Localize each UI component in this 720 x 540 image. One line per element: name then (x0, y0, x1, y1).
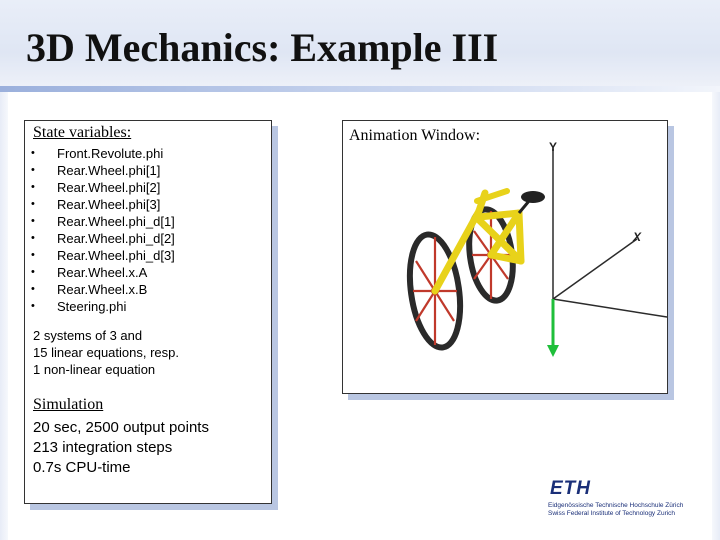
eth-logo-mark: ETH (550, 478, 591, 499)
summary-line: 1 non-linear equation (33, 362, 156, 377)
state-variables-heading: State variables: (33, 124, 132, 141)
list-item (31, 247, 175, 264)
state-variable: Rear.Wheel.x.A (57, 265, 148, 280)
state-variable: Rear.Wheel.phi[2] (57, 180, 161, 195)
list-item (31, 162, 175, 179)
z-axis-line (553, 299, 667, 317)
seat (521, 191, 545, 203)
left-margin-gradient (0, 92, 8, 540)
state-variable: Rear.Wheel.phi_d[1] (57, 214, 175, 229)
bullet: • (31, 215, 35, 227)
slide-title: 3D Mechanics: Example III (26, 25, 499, 70)
list-item (31, 298, 175, 315)
state-variables-panel (24, 120, 272, 504)
y-axis-arrow (547, 345, 559, 357)
state-variable-list (31, 145, 175, 315)
list-item (31, 213, 175, 230)
state-variable: Front.Revolute.phi (57, 146, 164, 161)
bullet: • (31, 232, 35, 244)
simulation-details (33, 418, 209, 478)
simulation-line: 213 integration steps (33, 439, 173, 456)
animation-window-heading: Animation Window: (349, 127, 481, 144)
y-axis-label: Y (549, 140, 558, 154)
simulation-line: 20 sec, 2500 output points (33, 419, 209, 436)
bullet: • (31, 266, 35, 278)
eth-logo (548, 478, 688, 518)
state-variable: Rear.Wheel.phi_d[3] (57, 248, 175, 263)
simulation-heading: Simulation (33, 396, 104, 413)
right-margin-gradient (712, 92, 720, 540)
seat-tube (519, 213, 521, 261)
x-axis-label: X (633, 230, 642, 244)
state-variable: Rear.Wheel.x.B (57, 282, 148, 297)
list-item (31, 179, 175, 196)
list-item (31, 264, 175, 281)
bullet: • (31, 164, 35, 176)
seat-post (519, 201, 529, 213)
x-axis-line (553, 239, 637, 299)
state-variable: Rear.Wheel.phi_d[2] (57, 231, 175, 246)
bullet: • (31, 283, 35, 295)
animation-window (342, 120, 668, 394)
list-item (31, 145, 175, 162)
summary-line: 2 systems of 3 and (33, 328, 143, 343)
state-variable: Rear.Wheel.phi[1] (57, 163, 161, 178)
equation-summary (33, 327, 179, 378)
bullet: • (31, 249, 35, 261)
top-tube (479, 213, 519, 217)
state-variable: Rear.Wheel.phi[3] (57, 197, 161, 212)
eth-logo-line-1: Eidgenössische Technische Hochschule Zürich (548, 502, 684, 509)
state-variable: Steering.phi (57, 299, 127, 314)
list-item (31, 230, 175, 247)
simulation-line: 0.7s CPU-time (33, 459, 131, 476)
bullet: • (31, 198, 35, 210)
bullet: • (31, 300, 35, 312)
title-divider (0, 86, 720, 92)
eth-logo-line-2: Swiss Federal Institute of Technology Zurich (548, 510, 676, 517)
list-item (31, 196, 175, 213)
summary-line: 15 linear equations, resp. (33, 345, 179, 360)
list-item (31, 281, 175, 298)
bicycle-scene (343, 121, 667, 393)
bullet: • (31, 181, 35, 193)
bullet: • (31, 147, 35, 159)
